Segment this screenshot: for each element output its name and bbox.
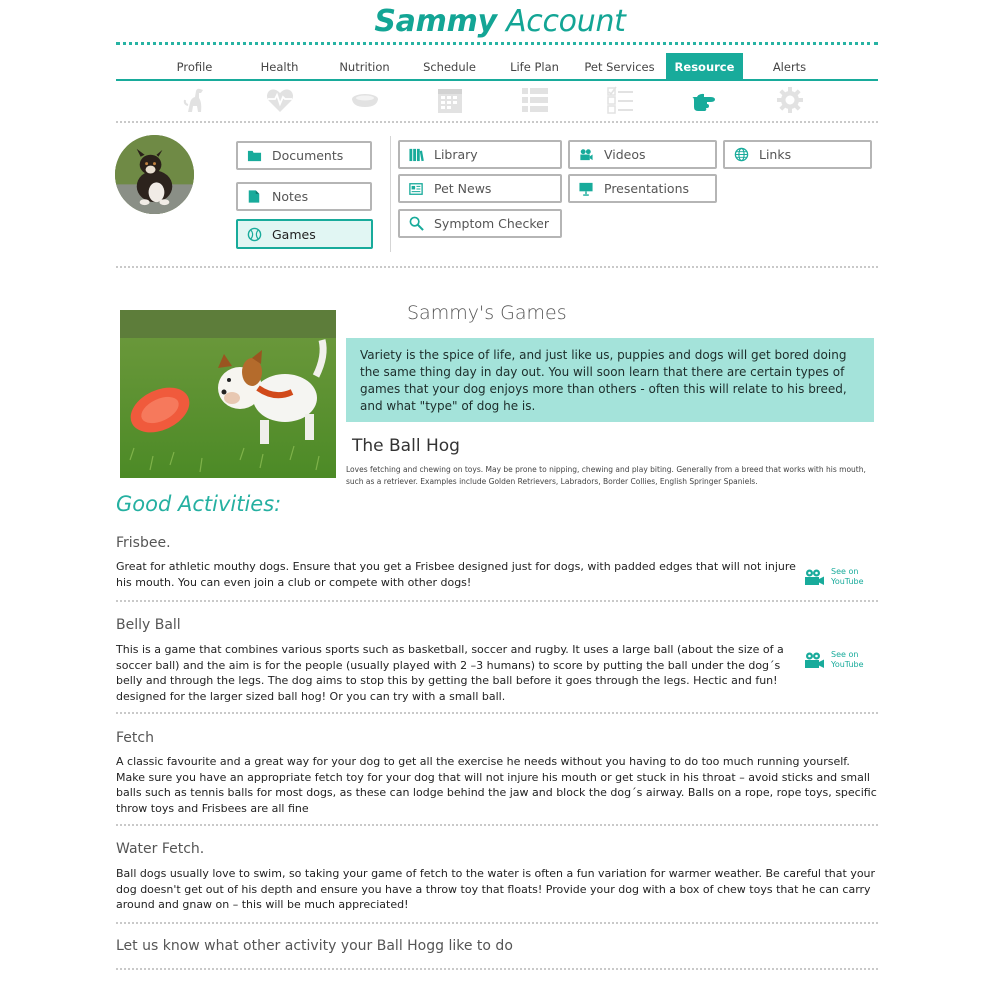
tab-resource[interactable]: Resource xyxy=(666,53,743,80)
notes-label: Notes xyxy=(272,189,309,204)
dog-type-title: The Ball Hog xyxy=(352,436,460,456)
section-divider xyxy=(116,121,878,123)
intro-callout: Variety is the spice of life, and just like us, puppies and dogs will get bored doing the same thing day in day out. You will soon learn that there are certain types of games that your dog enjoys more than others - often this will relate to his breed, and what "type" of dog he is. xyxy=(346,338,874,422)
ball-icon xyxy=(246,226,262,242)
activity-body: Ball dogs usually love to swim, so taking your game of fetch to the water is often a fun variation for warmer weather. Be careful that your dog doesn't get out of his depth and ensure you have a throw toy that floats! Provide your dog with a box of chew toys that he can carry around and gnaw on – this will be much appreciated! xyxy=(116,867,876,911)
library-button[interactable] xyxy=(398,140,562,169)
hero-image xyxy=(120,310,336,478)
page-title xyxy=(0,4,1000,39)
documents-label: Documents xyxy=(272,148,344,163)
tab-schedule[interactable]: Schedule xyxy=(423,59,476,74)
youtube-label: See on YouTube xyxy=(831,650,864,669)
activity-body: Great for athletic mouthy dogs. Ensure that you get a Frisbee designed just for dogs, with padded edges that will not injure his mouth. You can even join a club or compete with other dogs! xyxy=(116,560,796,589)
activity-body: A classic favourite and a great way for your dog to get all the exercise he needs without you having to do too much running yourself. Make sure you have an appropriate fetch toy for your dog that will not injure his mouth or get stuck in his throat – avoid sticks and small balls such as tennis balls for most dogs, as these can lodge behind the jaw and block the dog´s airway. Balls on a rope, rope toys, specific throw toys and Frisbees are all fine xyxy=(116,755,877,815)
notes-button[interactable] xyxy=(236,182,372,211)
books-icon xyxy=(408,147,424,163)
tab-alerts[interactable]: Alerts xyxy=(772,59,807,74)
globe-icon xyxy=(733,147,749,163)
presentations-button[interactable] xyxy=(568,174,717,203)
pointing-hand-icon[interactable] xyxy=(662,84,747,116)
calendar-icon[interactable] xyxy=(407,84,492,116)
heartbeat-icon[interactable] xyxy=(237,84,322,116)
note-icon xyxy=(246,189,262,205)
activity-title: Water Fetch. xyxy=(116,841,205,857)
tab-life-plan[interactable]: Life Plan xyxy=(510,59,559,74)
video-camera-icon xyxy=(803,568,825,586)
activity-title: Belly Ball xyxy=(116,617,181,633)
links-label: Links xyxy=(759,147,792,162)
title-divider xyxy=(116,42,878,45)
section-divider xyxy=(116,712,878,714)
pet-news-button[interactable] xyxy=(398,174,562,203)
youtube-label: See on YouTube xyxy=(831,567,864,586)
title-pet-name: Sammy xyxy=(374,4,497,39)
presentation-icon xyxy=(578,181,594,197)
section-divider xyxy=(116,968,878,970)
videos-label: Videos xyxy=(604,147,646,162)
games-title: Sammy's Games xyxy=(407,302,567,324)
dog-sit-icon[interactable] xyxy=(152,84,237,116)
nav-underline xyxy=(116,79,878,81)
presentations-label: Presentations xyxy=(604,181,690,196)
good-activities-heading: Good Activities: xyxy=(116,492,282,516)
checklist-icon[interactable] xyxy=(577,84,662,116)
library-label: Library xyxy=(434,147,478,162)
section-divider xyxy=(116,922,878,924)
folder-icon xyxy=(246,148,262,164)
tab-profile[interactable]: Profile xyxy=(176,59,213,74)
tab-nutrition[interactable]: Nutrition xyxy=(339,59,390,74)
main-nav xyxy=(152,53,852,80)
symptom-checker-label: Symptom Checker xyxy=(434,216,549,231)
list-icon[interactable] xyxy=(492,84,577,116)
newspaper-icon xyxy=(408,181,424,197)
section-divider xyxy=(116,600,878,602)
dog-type-description: Loves fetching and chewing on toys. May be prone to nipping, chewing and play biting. Generally from a breed that works with his mouth, such as a retriever. Examples include Golden Retrievers, Labradors, Border Collies, English Springer Spaniels. xyxy=(346,465,866,486)
title-suffix: Account xyxy=(506,4,626,39)
documents-button[interactable] xyxy=(236,141,372,170)
video-camera-icon xyxy=(803,651,825,669)
activity-title: Fetch xyxy=(116,730,154,746)
tab-health[interactable]: Health xyxy=(260,59,299,74)
pet-news-label: Pet News xyxy=(434,181,492,196)
video-camera-icon xyxy=(578,147,594,163)
nav-icons xyxy=(152,84,852,116)
symptom-checker-button[interactable] xyxy=(398,209,562,238)
videos-button[interactable] xyxy=(568,140,717,169)
games-button[interactable] xyxy=(236,219,373,249)
vertical-divider xyxy=(390,136,391,252)
suggest-activity-prompt[interactable]: Let us know what other activity your Ball Hogg like to do xyxy=(116,938,513,954)
youtube-link[interactable] xyxy=(803,567,871,587)
links-button[interactable] xyxy=(723,140,872,169)
section-divider xyxy=(116,266,878,268)
food-bowl-icon[interactable] xyxy=(322,84,407,116)
avatar[interactable] xyxy=(115,135,194,214)
gear-icon[interactable] xyxy=(747,84,832,116)
activity-title: Frisbee. xyxy=(116,535,171,551)
magnifier-icon xyxy=(408,216,424,232)
tab-pet-services[interactable]: Pet Services xyxy=(584,59,655,74)
games-label: Games xyxy=(272,226,316,242)
youtube-link[interactable] xyxy=(803,650,871,670)
section-divider xyxy=(116,824,878,826)
activity-body: This is a game that combines various sports such as basketball, soccer and rugby. It uses a large ball (about the size of a soccer ball) and the aim is for the people (usually played with 2 –3 humans) to score by putting the ball under the dog´s belly and through the legs. The dog aims to stop this by getting the ball before it goes through the legs. Hectic and fun! designed for the larger sized ball hog! Or you can try with a small ball. xyxy=(116,643,784,703)
